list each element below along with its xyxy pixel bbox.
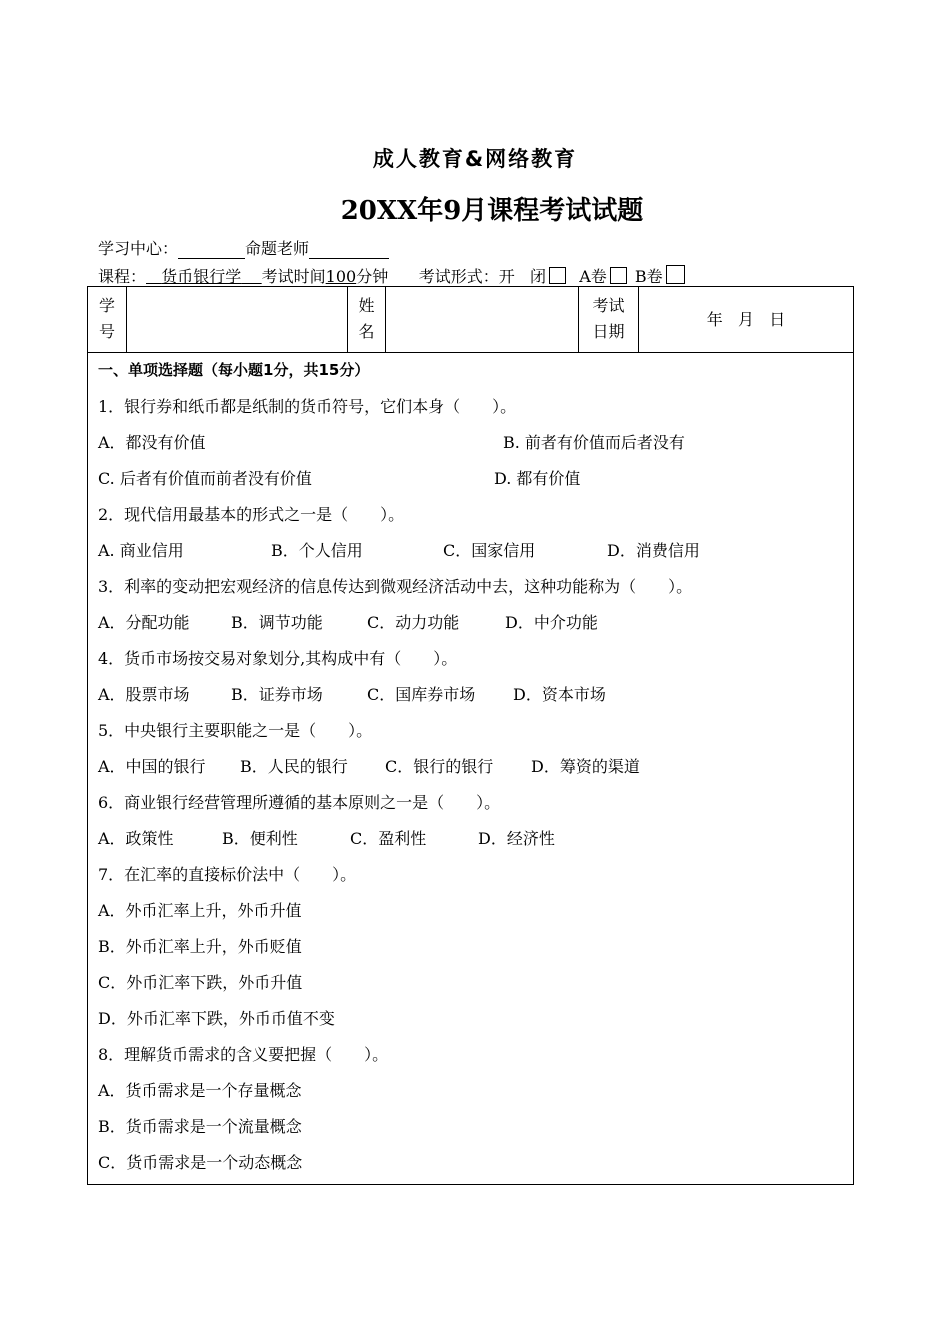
q3-option-a: A．分配功能 bbox=[98, 613, 190, 632]
question-2: 2．现代信用最基本的形式之一是（ ）。 bbox=[98, 505, 405, 524]
q8-option-c: C．货币需求是一个动态概念 bbox=[98, 1153, 303, 1172]
info-line-2 bbox=[98, 264, 688, 287]
q1-option-d: D. 都有价值 bbox=[494, 469, 581, 488]
question-6: 6．商业银行经营管理所遵循的基本原则之一是（ ）。 bbox=[98, 793, 501, 812]
teacher-label: 命题老师 bbox=[245, 239, 310, 258]
q8-option-a: A．货币需求是一个存量概念 bbox=[98, 1081, 302, 1100]
paper-b-checkbox[interactable] bbox=[666, 265, 685, 284]
paper-a-checkbox[interactable] bbox=[610, 267, 627, 284]
exam-date-value: 年 月 日 bbox=[706, 310, 786, 329]
q2-option-c: C．国家信用 bbox=[443, 541, 536, 560]
course-value: 货币银行学 bbox=[161, 267, 242, 286]
q7-option-d: D．外币汇率下跌，外币币值不变 bbox=[98, 1009, 335, 1028]
q2-option-d: D．消费信用 bbox=[607, 541, 700, 560]
time-unit: 分钟 bbox=[356, 267, 389, 286]
question-5: 5．中央银行主要职能之一是（ ）。 bbox=[98, 721, 373, 740]
q6-option-d: D．经济性 bbox=[478, 829, 555, 848]
q3-option-d: D．中介功能 bbox=[505, 613, 598, 632]
q1-option-b: B. 前者有价值而后者没有 bbox=[503, 433, 685, 452]
exam-date-label: 考试 日期 bbox=[592, 296, 625, 341]
q4-option-d: D．资本市场 bbox=[513, 685, 606, 704]
form-open: 开 bbox=[498, 267, 515, 286]
form-closed: 闭 bbox=[530, 267, 547, 286]
form-label: 考试形式： bbox=[418, 267, 499, 286]
question-7: 7．在汇率的直接标价法中（ ）。 bbox=[98, 865, 357, 884]
q1-option-c: C. 后者有价值而前者没有价值 bbox=[98, 469, 312, 488]
exam-title: 20XX年9月课程考试试题 bbox=[340, 196, 644, 226]
q7-option-b: B．外币汇率上升，外币贬值 bbox=[98, 937, 302, 956]
time-value: 100 bbox=[325, 267, 357, 286]
paper-b: B卷 bbox=[634, 267, 663, 286]
section-heading: 一、单项选择题（每小题1分，共15分） bbox=[98, 361, 370, 379]
q5-option-d: D．筹资的渠道 bbox=[531, 757, 640, 776]
q2-option-a: A. 商业信用 bbox=[98, 541, 184, 560]
student-id-field[interactable] bbox=[127, 287, 347, 352]
q4-option-b: B．证券市场 bbox=[231, 685, 323, 704]
question-3: 3．利率的变动把宏观经济的信息传达到微观经济活动中去，这种功能称为（ ）。 bbox=[98, 577, 693, 596]
q5-option-c: C．银行的银行 bbox=[385, 757, 494, 776]
question-1: 1．银行券和纸币都是纸制的货币符号，它们本身（ ）。 bbox=[98, 397, 517, 416]
center-label: 学习中心： bbox=[98, 239, 179, 258]
q7-option-c: C．外币汇率下跌，外币升值 bbox=[98, 973, 303, 992]
name-field[interactable] bbox=[386, 287, 578, 352]
q5-option-b: B．人民的银行 bbox=[240, 757, 348, 776]
paper-a: A卷 bbox=[579, 267, 607, 286]
student-info-table bbox=[87, 286, 854, 353]
question-8: 8．理解货币需求的含义要把握（ ）。 bbox=[98, 1045, 389, 1064]
q8-option-b: B．货币需求是一个流量概念 bbox=[98, 1117, 302, 1136]
question-4: 4．货币市场按交易对象划分,其构成中有（ ）。 bbox=[98, 649, 458, 668]
org-title: 成人教育&网络教育 bbox=[372, 147, 578, 171]
student-id-label: 学 号 bbox=[98, 296, 115, 341]
q3-option-b: B．调节功能 bbox=[231, 613, 323, 632]
q7-option-a: A．外币汇率上升，外币升值 bbox=[98, 901, 302, 920]
q1-option-a: A．都没有价值 bbox=[98, 433, 206, 452]
closed-checkbox[interactable] bbox=[549, 267, 566, 284]
q2-option-b: B．个人信用 bbox=[271, 541, 363, 560]
q5-option-a: A．中国的银行 bbox=[98, 757, 206, 776]
q6-option-b: B．便利性 bbox=[222, 829, 298, 848]
q6-option-a: A．政策性 bbox=[98, 829, 174, 848]
q4-option-c: C．国库券市场 bbox=[367, 685, 476, 704]
q4-option-a: A．股票市场 bbox=[98, 685, 190, 704]
center-blank bbox=[178, 242, 245, 259]
name-label: 姓 名 bbox=[358, 296, 375, 341]
time-label: 考试时间 bbox=[261, 267, 326, 286]
course-label: 课程： bbox=[98, 267, 147, 286]
info-line-1 bbox=[98, 236, 389, 259]
q6-option-c: C．盈利性 bbox=[350, 829, 427, 848]
teacher-blank bbox=[309, 242, 389, 259]
q3-option-c: C．动力功能 bbox=[367, 613, 460, 632]
